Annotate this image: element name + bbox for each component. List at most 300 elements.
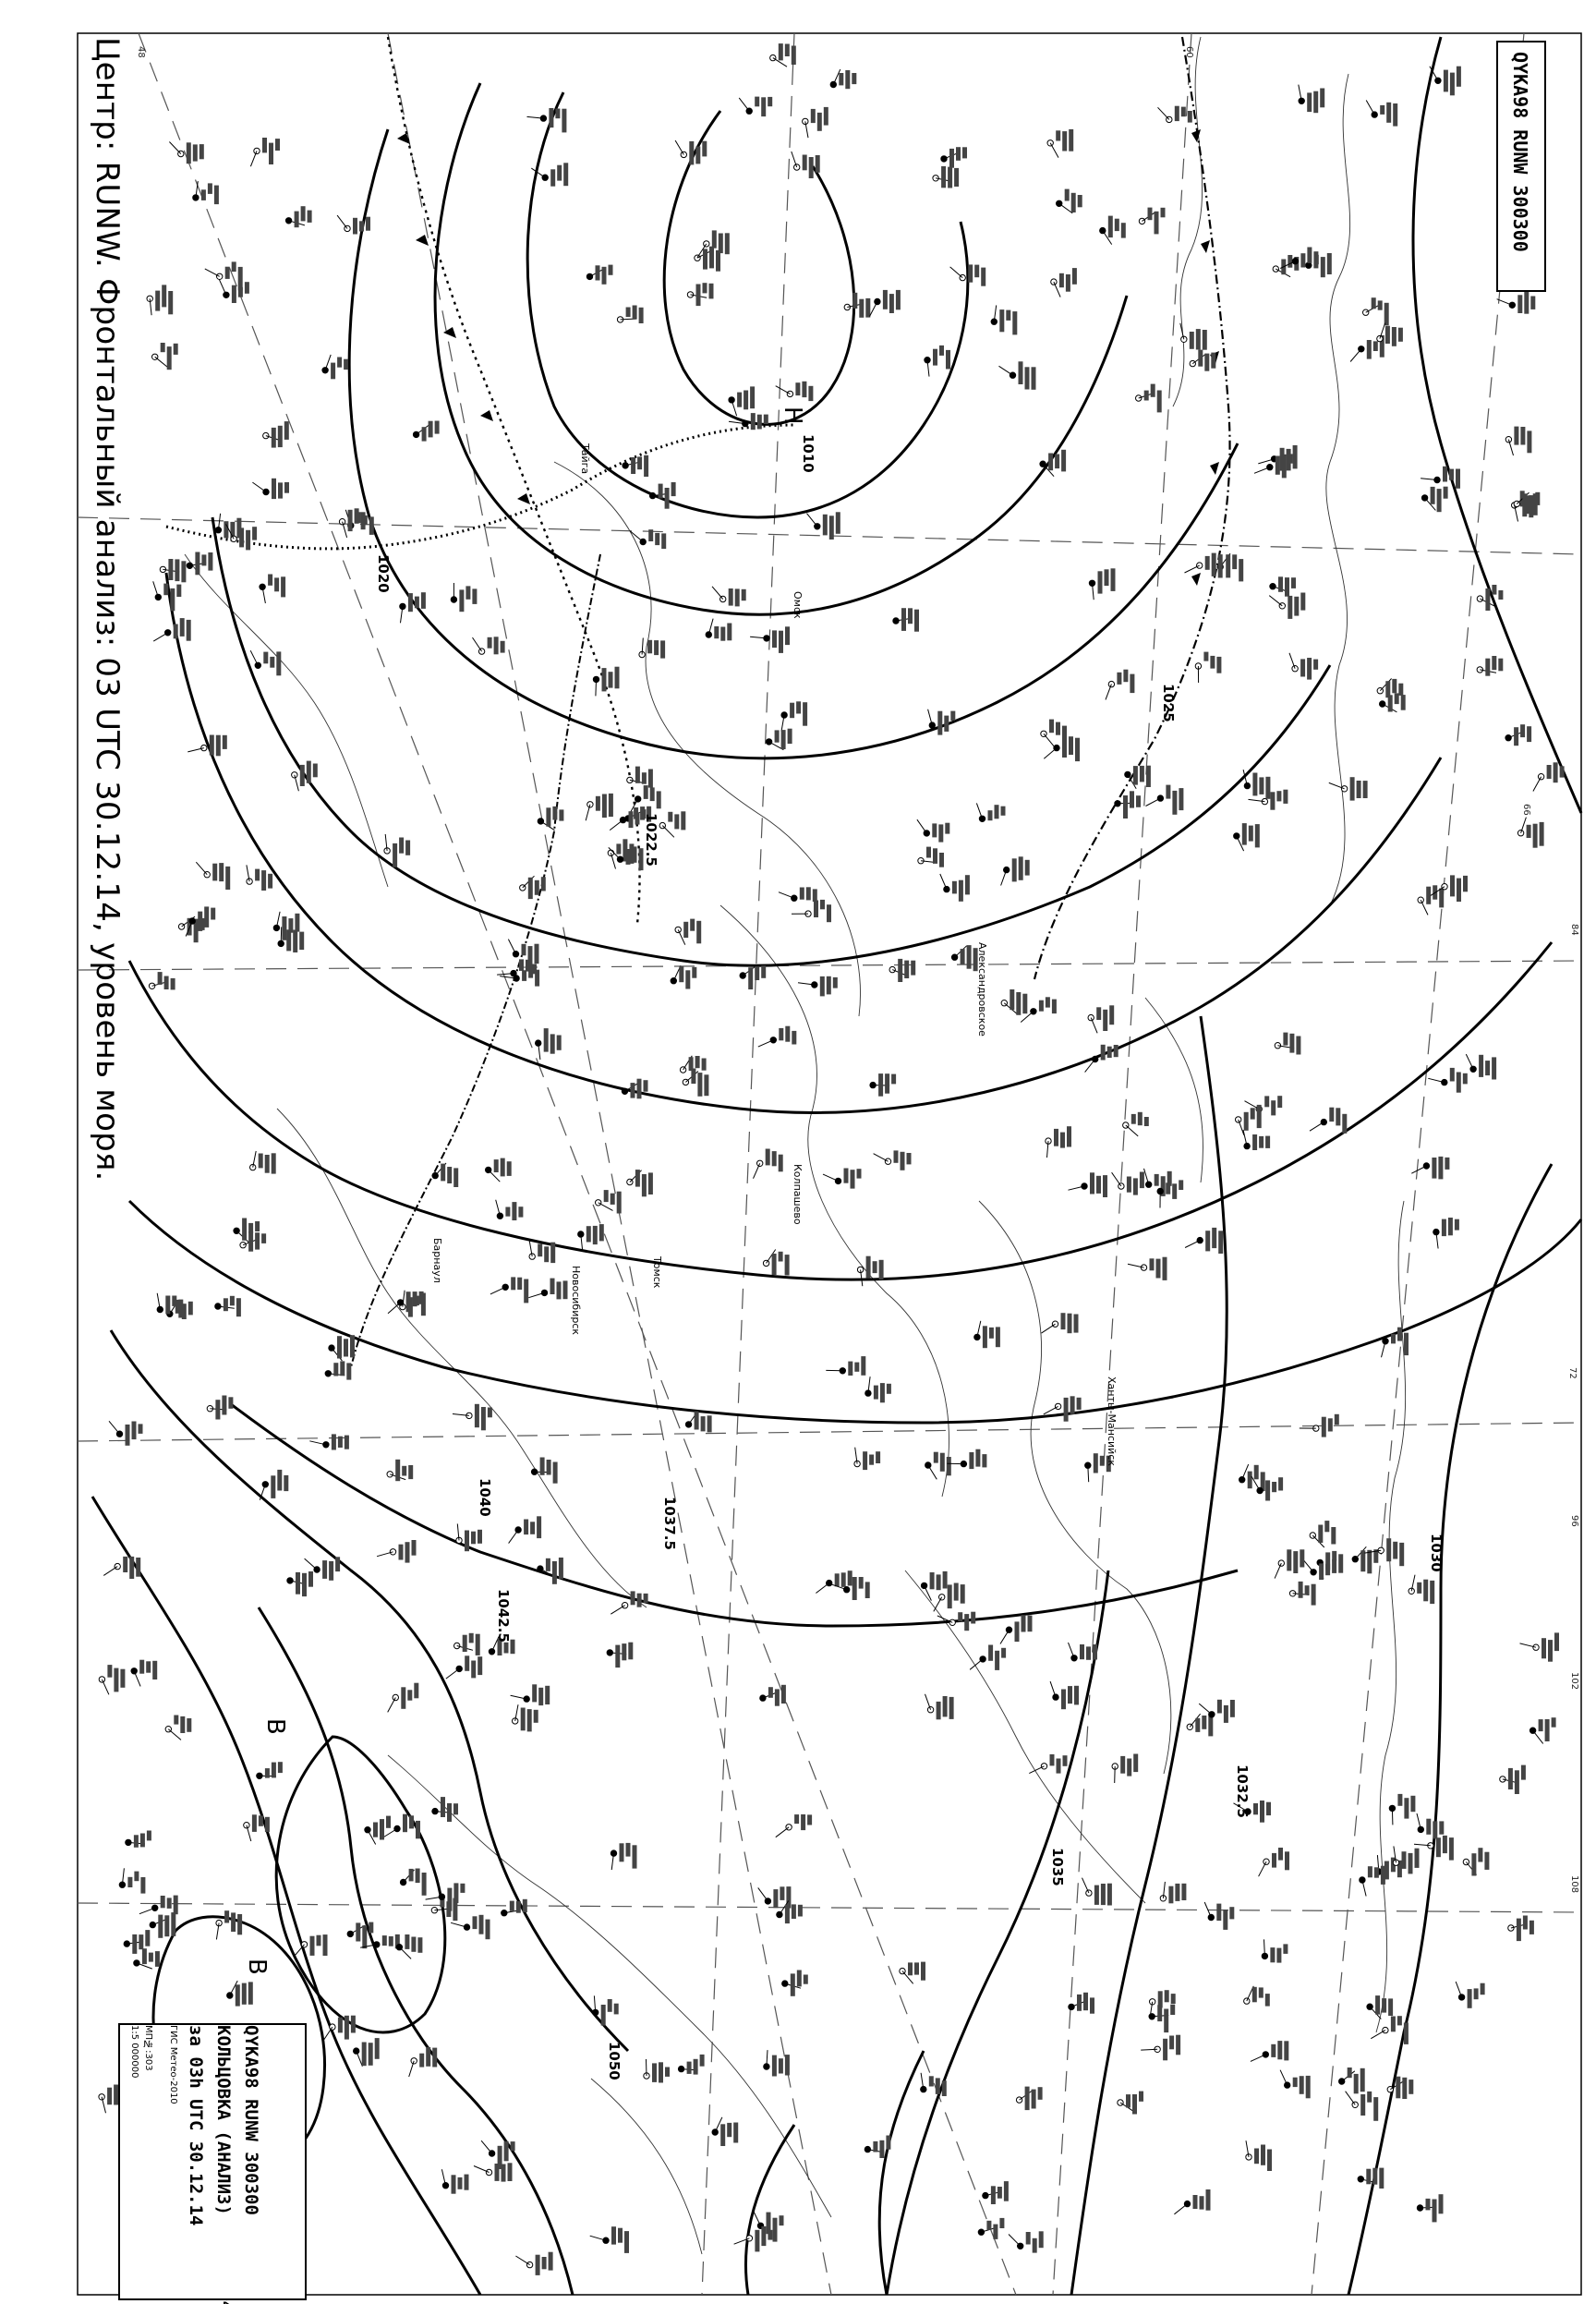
station-data-glyph bbox=[1103, 1175, 1107, 1197]
station-data-glyph bbox=[535, 970, 539, 987]
wind-barb bbox=[1082, 1878, 1089, 1893]
station-data-glyph bbox=[1012, 858, 1017, 881]
station-data-glyph bbox=[1481, 1983, 1485, 1995]
station-data-glyph bbox=[1226, 554, 1230, 577]
station-data-glyph bbox=[362, 1925, 367, 1948]
station-data-glyph bbox=[824, 107, 828, 126]
station-data-glyph bbox=[1463, 1073, 1468, 1085]
station-plot bbox=[287, 1571, 313, 1596]
wind-barb bbox=[925, 1694, 931, 1710]
station-plot bbox=[976, 803, 1005, 821]
station-plot bbox=[1517, 818, 1543, 848]
place-name-label: Колпашево bbox=[792, 1164, 804, 1225]
station-data-glyph bbox=[639, 848, 644, 870]
station-data-glyph bbox=[1523, 1916, 1528, 1930]
station-data-glyph bbox=[269, 143, 273, 164]
station-data-glyph bbox=[426, 2047, 430, 2067]
station-data-glyph bbox=[1069, 736, 1073, 755]
station-data-glyph bbox=[806, 887, 811, 900]
station-plot bbox=[250, 650, 281, 675]
station-data-glyph bbox=[511, 2141, 515, 2151]
station-data-glyph bbox=[885, 1073, 889, 1094]
station-plot bbox=[706, 619, 732, 641]
station-data-glyph bbox=[522, 970, 526, 981]
station-data-glyph bbox=[1239, 559, 1243, 581]
wind-barb bbox=[1009, 2235, 1021, 2247]
station-plot bbox=[947, 1449, 986, 1469]
station-data-glyph bbox=[1265, 1480, 1270, 1500]
station-data-glyph bbox=[272, 1153, 276, 1173]
station-data-glyph bbox=[511, 1277, 515, 1290]
wind-barb bbox=[1158, 107, 1169, 119]
station-data-glyph bbox=[626, 308, 631, 318]
station-data-glyph bbox=[1022, 1615, 1026, 1631]
station-data-glyph bbox=[1193, 2195, 1198, 2209]
station-data-glyph bbox=[1232, 554, 1237, 569]
station-data-glyph bbox=[405, 841, 410, 855]
station-data-glyph bbox=[255, 1221, 260, 1231]
station-data-glyph bbox=[1527, 430, 1531, 453]
station-data-glyph bbox=[802, 382, 806, 397]
station-data-glyph bbox=[1381, 1866, 1385, 1885]
station-data-glyph bbox=[617, 1192, 622, 1214]
station-data-glyph bbox=[1039, 2231, 1044, 2248]
station-data-glyph bbox=[1025, 860, 1030, 876]
station-data-glyph bbox=[1327, 253, 1332, 274]
station-data-glyph bbox=[473, 1916, 478, 1929]
wind-barb bbox=[134, 1671, 140, 1687]
station-data-glyph bbox=[1438, 1157, 1443, 1180]
station-data-glyph bbox=[1278, 576, 1283, 592]
station-data-glyph bbox=[201, 554, 206, 565]
station-data-glyph bbox=[453, 1168, 458, 1187]
station-data-glyph bbox=[794, 1814, 799, 1824]
station-data-glyph bbox=[719, 234, 723, 254]
station-data-glyph bbox=[161, 1896, 165, 1908]
station-data-glyph bbox=[1161, 208, 1166, 218]
station-data-glyph bbox=[1123, 670, 1128, 683]
station-data-glyph bbox=[1554, 762, 1558, 782]
station-data-glyph bbox=[549, 108, 553, 127]
station-data-glyph bbox=[380, 1819, 384, 1839]
station-data-glyph bbox=[1276, 1948, 1281, 1963]
station-data-glyph bbox=[795, 382, 800, 395]
station-data-glyph bbox=[604, 1190, 609, 1202]
station-plot bbox=[760, 1685, 786, 1706]
station-data-glyph bbox=[1282, 455, 1287, 479]
station-circle bbox=[763, 1260, 768, 1266]
station-data-glyph bbox=[1200, 2196, 1204, 2209]
station-data-glyph bbox=[792, 1904, 796, 1919]
station-data-glyph bbox=[345, 1436, 349, 1449]
station-data-glyph bbox=[1271, 2044, 1276, 2057]
station-data-glyph bbox=[107, 2088, 112, 2105]
station-data-glyph bbox=[1300, 659, 1305, 676]
station-data-glyph bbox=[1457, 1073, 1461, 1093]
station-data-glyph bbox=[1432, 1158, 1436, 1179]
station-circle bbox=[1053, 1694, 1058, 1700]
station-data-glyph bbox=[883, 290, 888, 309]
station-plot bbox=[1040, 450, 1066, 477]
wind-barb bbox=[596, 679, 597, 696]
station-data-glyph bbox=[644, 1080, 648, 1092]
station-data-glyph bbox=[1010, 989, 1014, 1010]
station-data-glyph bbox=[1521, 1765, 1526, 1780]
station-data-glyph bbox=[1252, 773, 1257, 796]
station-data-glyph bbox=[534, 1710, 538, 1723]
station-data-glyph bbox=[908, 1962, 913, 1975]
station-data-glyph bbox=[417, 1937, 422, 1953]
station-data-glyph bbox=[1393, 103, 1397, 127]
station-plot bbox=[933, 166, 959, 188]
station-data-glyph bbox=[167, 1898, 172, 1909]
wind-barb bbox=[1091, 1018, 1097, 1034]
station-data-glyph bbox=[779, 1028, 783, 1040]
station-data-glyph bbox=[1388, 1998, 1393, 2016]
station-data-glyph bbox=[780, 1886, 784, 1900]
station-data-glyph bbox=[1264, 1096, 1269, 1107]
station-circle bbox=[263, 432, 269, 438]
station-data-glyph bbox=[820, 976, 825, 997]
station-data-glyph bbox=[301, 206, 306, 221]
station-data-glyph bbox=[1062, 726, 1067, 750]
isobar-label: 1032.5 bbox=[1234, 1764, 1251, 1818]
station-data-glyph bbox=[1378, 300, 1383, 309]
wind-barb bbox=[169, 142, 180, 154]
station-plot bbox=[607, 1643, 633, 1667]
station-plot bbox=[513, 1704, 538, 1731]
station-data-glyph bbox=[1325, 1564, 1330, 1576]
station-data-glyph bbox=[356, 1922, 360, 1941]
station-data-glyph bbox=[1019, 856, 1023, 880]
station-circle bbox=[1538, 774, 1543, 780]
wind-barb bbox=[155, 357, 168, 367]
station-data-glyph bbox=[505, 1207, 510, 1217]
station-plot bbox=[1136, 384, 1162, 413]
station-data-glyph bbox=[681, 811, 685, 830]
isobar-label: 1020 bbox=[375, 554, 392, 593]
station-data-glyph bbox=[419, 2054, 424, 2068]
station-data-glyph bbox=[242, 1983, 247, 2005]
station-data-glyph bbox=[219, 863, 224, 881]
station-data-glyph bbox=[1548, 1640, 1553, 1662]
station-data-glyph bbox=[999, 2218, 1004, 2228]
station-data-glyph bbox=[1312, 1584, 1316, 1606]
station-data-glyph bbox=[1144, 1117, 1149, 1126]
station-data-glyph bbox=[323, 1934, 328, 1956]
station-data-glyph bbox=[406, 1291, 411, 1312]
station-data-glyph bbox=[281, 576, 285, 597]
isobar-label: 1030 bbox=[1428, 1534, 1445, 1572]
station-data-glyph bbox=[1131, 1114, 1136, 1124]
wind-barb bbox=[1174, 2204, 1187, 2214]
station-data-glyph bbox=[409, 1815, 414, 1828]
station-data-glyph bbox=[1072, 268, 1077, 285]
station-data-glyph bbox=[1265, 1136, 1270, 1148]
legend-box bbox=[118, 2023, 307, 2300]
wind-barb bbox=[1106, 685, 1111, 700]
station-data-glyph bbox=[943, 1571, 948, 1589]
station-plot bbox=[1244, 1986, 1270, 2007]
station-data-glyph bbox=[1380, 105, 1384, 115]
station-data-glyph bbox=[852, 293, 857, 309]
station-data-glyph bbox=[416, 1821, 420, 1838]
station-data-glyph bbox=[161, 343, 165, 352]
station-plot bbox=[454, 1633, 480, 1655]
station-data-glyph bbox=[737, 393, 742, 407]
wind-barb bbox=[1044, 1406, 1058, 1414]
station-data-glyph bbox=[232, 261, 236, 272]
station-data-glyph bbox=[817, 113, 822, 131]
station-data-glyph bbox=[271, 1475, 275, 1498]
station-data-glyph bbox=[1069, 129, 1073, 152]
station-data-glyph bbox=[557, 1036, 562, 1050]
station-data-glyph bbox=[344, 1339, 348, 1356]
station-data-glyph bbox=[1350, 777, 1355, 800]
station-data-glyph bbox=[1307, 248, 1312, 263]
station-data-glyph bbox=[369, 1922, 373, 1934]
station-data-glyph bbox=[1077, 1995, 1082, 2011]
station-data-glyph bbox=[164, 1915, 169, 1936]
station-data-glyph bbox=[1171, 1994, 1176, 2004]
station-data-glyph bbox=[422, 427, 427, 441]
station-plot bbox=[1477, 656, 1503, 676]
station-plot bbox=[983, 2181, 1009, 2204]
place-name-label: Ханты-Мансийск bbox=[1106, 1376, 1118, 1466]
station-data-glyph bbox=[599, 1224, 604, 1241]
station-data-glyph bbox=[647, 640, 652, 654]
station-data-glyph bbox=[255, 1232, 260, 1249]
station-data-glyph bbox=[1059, 273, 1064, 287]
station-data-glyph bbox=[332, 1434, 336, 1449]
station-data-glyph bbox=[1052, 1000, 1057, 1014]
station-data-glyph bbox=[801, 1814, 805, 1830]
station-data-glyph bbox=[120, 1669, 125, 1688]
station-plot bbox=[396, 1934, 422, 1958]
station-data-glyph bbox=[950, 711, 955, 721]
station-data-glyph bbox=[1293, 1551, 1298, 1573]
station-data-glyph bbox=[816, 155, 820, 173]
station-data-glyph bbox=[700, 2055, 705, 2067]
station-data-glyph bbox=[552, 806, 557, 820]
station-data-glyph bbox=[193, 144, 198, 161]
station-data-glyph bbox=[547, 1460, 551, 1475]
station-data-glyph bbox=[685, 970, 690, 988]
station-data-glyph bbox=[945, 823, 949, 834]
station-data-glyph bbox=[278, 1762, 283, 1773]
station-data-glyph bbox=[1164, 2009, 1168, 2033]
station-data-glyph bbox=[1360, 2068, 1365, 2092]
station-data-glyph bbox=[284, 421, 289, 440]
station-data-glyph bbox=[1397, 1328, 1402, 1341]
station-data-glyph bbox=[1190, 332, 1194, 349]
station-plot bbox=[1100, 216, 1126, 245]
legend-scale: 1:5 000000 bbox=[129, 2025, 139, 2295]
station-plot bbox=[1430, 67, 1461, 96]
station-circle bbox=[1383, 2027, 1388, 2032]
station-plot bbox=[1246, 2140, 1272, 2171]
wind-barb bbox=[250, 151, 257, 166]
station-data-glyph bbox=[353, 218, 357, 235]
station-data-glyph bbox=[631, 1591, 635, 1605]
station-data-glyph bbox=[1363, 781, 1368, 798]
station-data-glyph bbox=[204, 906, 209, 928]
station-data-glyph bbox=[1385, 326, 1390, 344]
station-data-glyph bbox=[833, 977, 838, 988]
station-data-glyph bbox=[1498, 659, 1503, 672]
station-data-glyph bbox=[1101, 1884, 1106, 1905]
station-plot bbox=[593, 667, 619, 697]
station-data-glyph bbox=[714, 626, 719, 638]
station-data-glyph bbox=[345, 2016, 349, 2040]
station-data-glyph bbox=[683, 922, 688, 938]
station-plot bbox=[1089, 568, 1115, 600]
station-data-glyph bbox=[1457, 879, 1461, 902]
station-data-glyph bbox=[620, 1843, 624, 1861]
station-plot bbox=[250, 138, 280, 166]
station-data-glyph bbox=[495, 2164, 500, 2181]
station-circle bbox=[1257, 1487, 1263, 1493]
station-plot bbox=[1042, 1313, 1079, 1333]
station-data-glyph bbox=[1016, 992, 1021, 1015]
station-data-glyph bbox=[1373, 341, 1378, 351]
station-data-glyph bbox=[648, 529, 653, 541]
grid-labels bbox=[136, 46, 1579, 1893]
station-data-glyph bbox=[1080, 1644, 1084, 1659]
station-data-glyph bbox=[494, 637, 499, 654]
station-data-glyph bbox=[471, 1532, 476, 1545]
wind-barb bbox=[1411, 1166, 1426, 1173]
station-data-glyph bbox=[1450, 1068, 1455, 1082]
station-data-glyph bbox=[299, 932, 304, 951]
station-data-glyph bbox=[453, 1803, 458, 1814]
station-plot bbox=[1409, 1575, 1434, 1604]
station-plot bbox=[1463, 1848, 1489, 1875]
station-data-glyph bbox=[171, 978, 175, 990]
station-plot bbox=[1112, 1172, 1144, 1195]
station-data-glyph bbox=[691, 1069, 695, 1085]
wind-barb bbox=[758, 1887, 768, 1900]
station-data-glyph bbox=[1048, 454, 1053, 471]
station-data-glyph bbox=[187, 1718, 191, 1732]
station-data-glyph bbox=[139, 1660, 144, 1674]
station-data-glyph bbox=[961, 1584, 965, 1604]
wind-barb bbox=[153, 633, 168, 641]
station-circle bbox=[1244, 1143, 1250, 1148]
station-plot bbox=[1466, 1054, 1496, 1079]
station-data-glyph bbox=[859, 1577, 864, 1589]
wind-barb bbox=[388, 1698, 396, 1713]
station-data-glyph bbox=[807, 1814, 812, 1825]
station-data-glyph bbox=[1498, 590, 1503, 600]
station-plot bbox=[1234, 823, 1260, 851]
station-data-glyph bbox=[340, 1361, 345, 1376]
station-data-glyph bbox=[1479, 1055, 1483, 1077]
station-data-glyph bbox=[127, 1877, 132, 1887]
station-data-glyph bbox=[465, 1655, 469, 1671]
station-circle bbox=[244, 1823, 249, 1828]
station-circle bbox=[835, 1178, 840, 1183]
station-data-glyph bbox=[1442, 1219, 1446, 1237]
station-data-glyph bbox=[282, 916, 286, 940]
station-data-glyph bbox=[1391, 1334, 1396, 1344]
station-data-glyph bbox=[1439, 889, 1444, 908]
station-plot bbox=[763, 1250, 789, 1276]
station-data-glyph bbox=[239, 527, 244, 547]
station-data-glyph bbox=[255, 869, 260, 881]
station-data-glyph bbox=[942, 2080, 947, 2096]
station-data-glyph bbox=[757, 415, 762, 430]
station-plot bbox=[1508, 1916, 1534, 1942]
station-data-glyph bbox=[1375, 1995, 1380, 2015]
station-data-glyph bbox=[1210, 656, 1215, 669]
station-data-glyph bbox=[210, 735, 214, 756]
station-circle bbox=[1244, 782, 1250, 788]
station-circle bbox=[1086, 1890, 1092, 1896]
station-plot bbox=[400, 1869, 426, 1896]
station-data-glyph bbox=[829, 515, 834, 540]
station-data-glyph bbox=[544, 1028, 549, 1052]
station-data-glyph bbox=[1096, 1176, 1101, 1194]
station-plot bbox=[683, 1069, 708, 1097]
station-data-glyph bbox=[414, 1683, 418, 1699]
station-data-glyph bbox=[1132, 2094, 1137, 2115]
station-data-glyph bbox=[907, 1153, 912, 1164]
station-data-glyph bbox=[841, 1572, 846, 1587]
station-data-glyph bbox=[409, 1869, 414, 1882]
station-data-glyph bbox=[1492, 656, 1496, 670]
station-data-glyph bbox=[361, 512, 366, 529]
station-data-glyph bbox=[727, 2123, 732, 2137]
pressure-center-label: В bbox=[243, 1958, 271, 1975]
station-data-glyph bbox=[1203, 330, 1207, 350]
station-data-glyph bbox=[224, 521, 228, 538]
station-data-glyph bbox=[562, 109, 566, 133]
station-plot bbox=[509, 1516, 542, 1543]
station-data-glyph bbox=[744, 391, 748, 410]
station-plot bbox=[153, 581, 182, 611]
wind-barb bbox=[1521, 818, 1527, 833]
station-data-glyph bbox=[964, 1614, 969, 1631]
station-plot bbox=[1088, 1005, 1114, 1033]
wind-barb bbox=[305, 1558, 318, 1570]
station-data-glyph bbox=[302, 1573, 307, 1596]
station-plot bbox=[758, 1026, 797, 1047]
station-data-glyph bbox=[1271, 1100, 1276, 1115]
station-data-glyph bbox=[671, 482, 676, 496]
station-data-glyph bbox=[1372, 2168, 1377, 2185]
station-plot bbox=[473, 637, 505, 654]
station-plot bbox=[1125, 766, 1151, 789]
station-data-glyph bbox=[968, 264, 973, 282]
station-data-glyph bbox=[555, 109, 560, 119]
station-data-glyph bbox=[696, 921, 701, 944]
station-plot bbox=[165, 1716, 191, 1740]
station-data-glyph bbox=[886, 2136, 890, 2150]
station-data-glyph bbox=[1433, 1821, 1437, 1838]
station-plot bbox=[712, 587, 746, 607]
station-plot bbox=[1069, 1643, 1098, 1661]
station-plot bbox=[1128, 1257, 1167, 1280]
station-circle bbox=[1292, 666, 1298, 672]
station-data-glyph bbox=[823, 515, 828, 536]
station-data-glyph bbox=[1468, 1989, 1472, 2008]
station-data-glyph bbox=[488, 1408, 492, 1418]
station-data-glyph bbox=[729, 588, 733, 606]
station-plot bbox=[1044, 736, 1080, 762]
station-data-glyph bbox=[1266, 1802, 1271, 1815]
station-data-glyph bbox=[1223, 1910, 1227, 1930]
